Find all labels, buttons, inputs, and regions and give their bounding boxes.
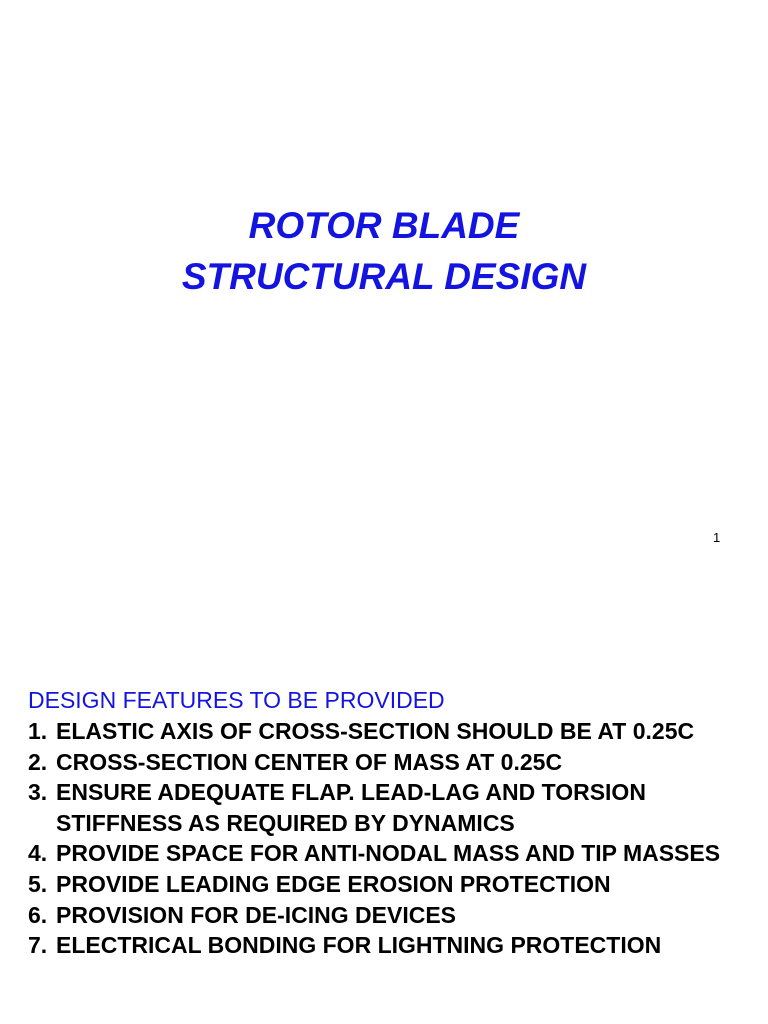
list-item-number: 6. <box>28 901 48 928</box>
list-item-number: 4. <box>28 840 48 867</box>
list-item-text: ENSURE ADEQUATE FLAP. LEAD-LAG AND TORSION STIFFNESS AS REQUIRED BY DYNAMICS <box>56 779 646 836</box>
list-item <box>28 777 748 838</box>
list-item-number: 3. <box>28 779 48 806</box>
list-item-text: ELASTIC AXIS OF CROSS-SECTION SHOULD BE AT 0.25C <box>56 718 695 744</box>
list-item-text: PROVIDE SPACE FOR ANTI-NODAL MASS AND TIP MASSES <box>56 840 721 867</box>
list-item <box>28 900 748 931</box>
list-item-text: ELECTRICAL BONDING FOR LIGHTNING PROTECTION <box>56 932 662 959</box>
slide-title-line-1: ROTOR BLADE <box>248 205 520 246</box>
list-item-number: 1. <box>28 718 48 744</box>
slide-title <box>0 200 768 302</box>
list-item-number: 5. <box>28 870 48 897</box>
list-item <box>28 747 748 778</box>
list-item-number: 2. <box>28 748 48 775</box>
list-item-text: PROVISION FOR DE-ICING DEVICES <box>56 901 456 928</box>
list-item-number: 7. <box>28 932 48 959</box>
list-item <box>28 716 748 747</box>
page-number: 1 <box>713 530 721 545</box>
list-item <box>28 930 748 961</box>
list-item <box>28 869 748 900</box>
list-item-text: PROVIDE LEADING EDGE EROSION PROTECTION <box>56 870 611 897</box>
slide-title-line-2: STRUCTURAL DESIGN <box>181 256 587 297</box>
features-list <box>28 716 748 961</box>
list-item <box>28 838 748 869</box>
list-item-text: CROSS-SECTION CENTER OF MASS AT 0.25C <box>56 748 563 775</box>
features-heading: DESIGN FEATURES TO BE PROVIDED <box>28 687 445 713</box>
